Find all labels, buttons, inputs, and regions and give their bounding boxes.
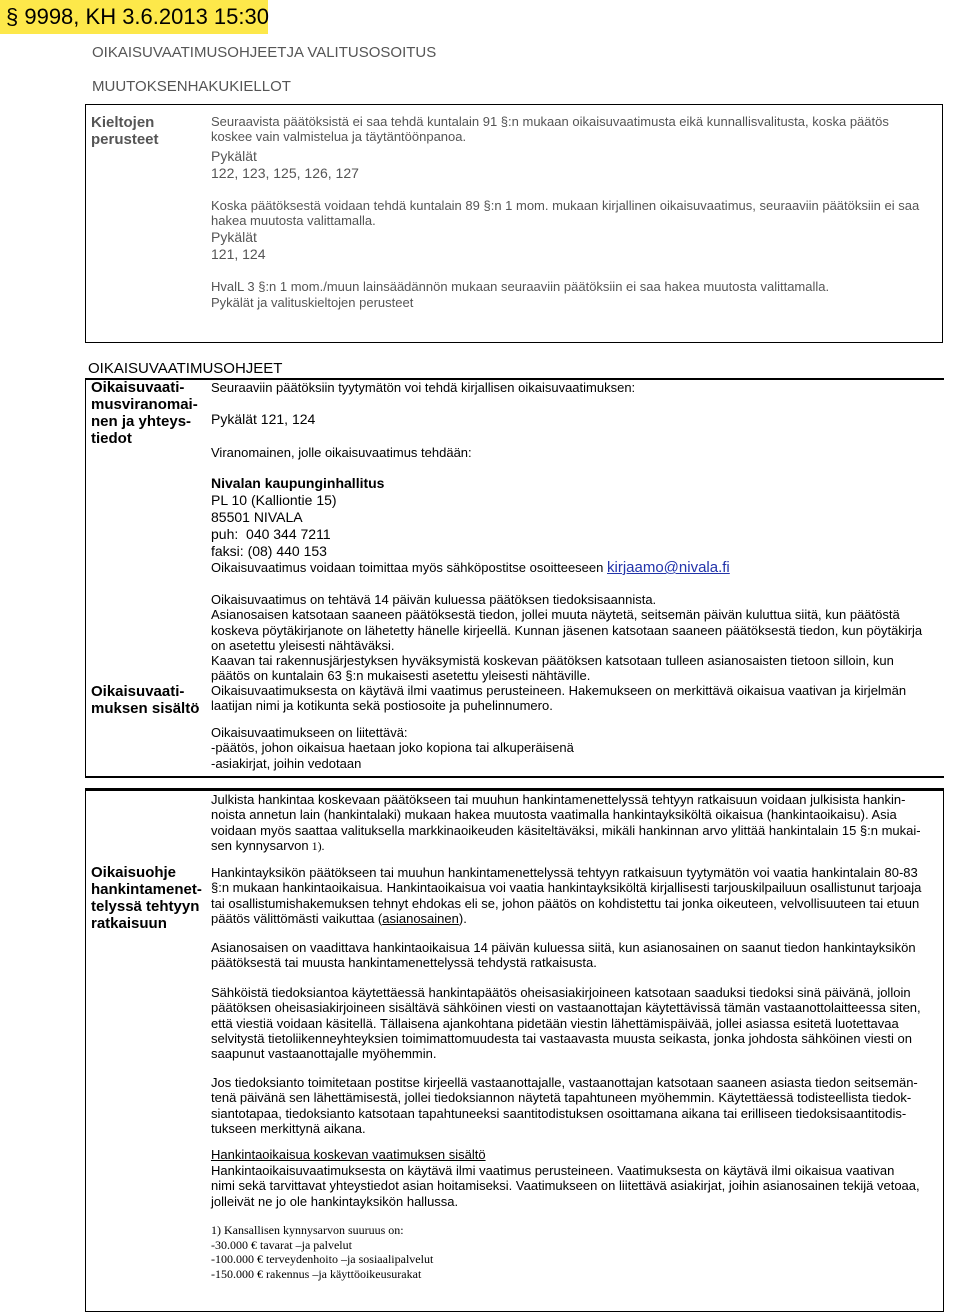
prohibitions-sections-label-1: Pykälät bbox=[211, 148, 257, 164]
authority-fax: faksi: (08) 440 153 bbox=[211, 543, 327, 559]
appeal-content: Oikaisuvaatimuksesta on käytävä ilmi vaatimus perusteineen. Hakemukseen on merkittävä oikaisua vaativan ja kirjelmän laatijan nimi ja kotikunta sekä postiosoite ja puhelinnumero. bbox=[211, 683, 907, 714]
procurement-paragraph-1 bbox=[211, 792, 941, 854]
prohibitions-sections-label-2: Pykälät bbox=[211, 229, 257, 245]
footnote-reference: 1). bbox=[308, 838, 325, 853]
prohibitions-paragraph-3: HvalL 3 §:n 1 mom./muun lainsäädännön mukaan seuraaviin päätöksiin ei saa hakea muutosta valittamalla. bbox=[211, 279, 830, 294]
appeal-sections: Pykälät 121, 124 bbox=[211, 411, 316, 427]
procurement-paragraph-2 bbox=[211, 865, 941, 926]
procurement-party-term: asianosainen bbox=[382, 910, 459, 926]
procurement-label: Oikaisuohje hankintamenet- telyssä tehtyyn ratkaisuun bbox=[91, 864, 202, 932]
procurement-paragraph-2-end: ). bbox=[458, 910, 467, 926]
procurement-paragraph-1-text: Julkista hankintaa koskevaan päätökseen tai muuhun hankintamenettelyssä tehtyyn ratkaisuun voidaan julkisista hankin- noista annetun lain (hankintalaki) mukaan hakea muutosta vaatimalla hankintayksiköltä oikaisua (hankintaoikaisu). Asia voidaan myös saattaa valituksella markkinaoikeuden käsiteltäväksi, mikäli hankinnan arvo ylittää hankintalain 15 §:n mukai- sen kynnysarvon bbox=[211, 792, 921, 853]
prohibitions-paragraph-1: Seuraavista päätöksistä ei saa tehdä kuntalain 91 §:n mukaan oikaisuvaatimusta eikä kunnallisvalitusta, koska päätös koskee vain valmistelua ja täytäntöönpanoa. bbox=[211, 114, 889, 145]
email-line bbox=[211, 560, 730, 575]
document-header: § 9998, KH 3.6.2013 15:30 bbox=[6, 4, 269, 29]
authority-intro: Viranomainen, jolle oikaisuvaatimus tehdään: bbox=[211, 445, 472, 460]
procurement-paragraph-5: Jos tiedoksianto toimitetaan postitse kirjeellä vastaanottajalle, vastaanottajan katsotaan saaneen asiasta tiedon seitsemän- tenä päivänä sen lähettämisestä, jollei tiedoksiannon näytetä tapahtuneen myöhemmin. Käytettäessä todisteellista tiedok- siantotapaa, tiedoksianto katsotaan tapahtuneeksi saantitodistuksen osoittamana aikana tai erilliseen tiedoksisaantitodis- tukseen merkittynä aikana. bbox=[211, 1075, 918, 1136]
prohibitions-label: Kieltojen perusteet bbox=[91, 114, 159, 148]
appeal-heading: OIKAISUVAATIMUSOHJEET bbox=[88, 360, 283, 377]
appeal-bottom-rule bbox=[85, 776, 944, 778]
procurement-paragraph-2-text: Hankintayksikön päätökseen tai muuhun hankintamenettelyssä tehtyyn ratkaisuun tyytymätön voi vaatia hankintalain 80-83 §:n mukaan hankintaoikaisua. Hankintaoikaisua voi vaatia hankintayksiköltä kirjallisesti tarjouskilpailuun osallistunut tarjoaja tai osallistumishakemuksen tehnyt ehdokas eli se, johon päätös on kohdistettu tai jonka oikeuteen, velvollisuuteen tai etuun päätös välittömästi vaikuttaa ( bbox=[211, 865, 922, 926]
email-intro: Oikaisuvaatimus voidaan toimittaa myös sähköpostitse osoitteeseen bbox=[211, 560, 604, 575]
appeal-intro: Seuraaviin päätöksiin tyytymätön voi tehdä kirjallisen oikaisuvaatimuksen: bbox=[211, 380, 636, 395]
appeal-left-rule bbox=[85, 378, 86, 777]
procurement-content-heading: Hankintaoikaisua koskevan vaatimuksen sisältö bbox=[211, 1147, 486, 1162]
appeal-deadline: Oikaisuvaatimus on tehtävä 14 päivän kuluessa päätöksen tiedoksisaannista. Asianosaisen katsotaan saaneen päätöksestä tiedon, jollei muuta näytetä, seitsemän päivän kuluttua siitä, kun päätöstä koskeva pöytäkirjanote on lähetetty hänelle kirjeellä. Kunnan jäsenen katsotaan saaneen päätöksestä tiedon, kun pöytäkirja on asetettu yleisesti nähtäväksi. Kaavan tai rakennusjärjestyksen hyväksymistä koskevan päätöksen katsotaan tulleen asianosaisten tietoon silloin, kun päätös on kuntalain 63 §:n mukaisesti asetettu yleisesti nähtäville. bbox=[211, 592, 923, 684]
prohibitions-sections-2: 121, 124 bbox=[211, 246, 266, 262]
appeal-authority-label: Oikaisuvaati- musviranomai- nen ja yhteys- tiedot bbox=[91, 379, 198, 447]
document-title: OIKAISUVAATIMUSOHJEETJA VALITUSOSOITUS bbox=[92, 44, 437, 61]
prohibitions-paragraph-2: Koska päätöksestä voidaan tehdä kuntalain 89 §:n 1 mom. mukaan kirjallinen oikaisuvaatimus, seuraaviin päätöksiin ei saa hakea muutosta valittamalla. bbox=[211, 198, 920, 229]
prohibitions-sections-1: 122, 123, 125, 126, 127 bbox=[211, 165, 359, 181]
procurement-footnote: 1) Kansallisen kynnysarvon suuruus on: -30.000 € tavarat –ja palvelut -100.000 € terveydenhoito –ja sosiaalipalvelut -150.000 € rakennus –ja käyttöoikeusurakat bbox=[211, 1223, 434, 1282]
authority-phone: puh: 040 344 7211 bbox=[211, 526, 331, 542]
authority-address: PL 10 (Kalliontie 15) bbox=[211, 492, 337, 508]
authority-name: Nivalan kaupunginhallitus bbox=[211, 475, 385, 491]
procurement-paragraph-4: Sähköistä tiedoksiantoa käytettäessä hankintapäätös oheisasiakirjoineen katsotaan saaduksi tiedoksi sinä päivänä, jolloin päätöksen oheisasiakirjoineen sisältävä sähköinen viesti on vastaanottajan käytettävissä tämän vastaanottolaitteessa siten, että viestiä voidaan käsitellä. Tällaisena ajankohtana pidetään viestin lähettämispäivää, jollei asiassa esitetä luotettavaa selvitystä tietoliikenneyhteyksien toimimattomuudesta tai vastaavasta muusta seikasta, jonka johdosta sähköinen viesti on saapunut vastaanottajalle myöhemmin. bbox=[211, 985, 921, 1062]
prohibitions-heading: MUUTOKSENHAKUKIELLOT bbox=[92, 78, 291, 95]
procurement-content: Hankintaoikaisuvaatimuksesta on käytävä ilmi vaatimus perusteineen. Vaatimuksesta on käytävä ilmi oikaisua vaativan nimi sekä tarvittavat yhteystiedot asian hoitamiseksi. Vaatimukseen on liitettävä asiakirjat, joihin asianosainen tekijä vetoaa, jolleivät ne jo ole hankintayksikön hallussa. bbox=[211, 1163, 920, 1209]
email-link[interactable]: kirjaamo@nivala.fi bbox=[607, 559, 730, 576]
procurement-paragraph-3: Asianosaisen on vaadittava hankintaoikaisua 14 päivän kuluessa siitä, kun asianosainen on saanut tiedon hankintayksikön päätöksestä tai muusta hankintamenettelyssä tehdystä ratkaisusta. bbox=[211, 940, 916, 971]
prohibitions-sections-3: Pykälät ja valituskieltojen perusteet bbox=[211, 295, 414, 310]
appeal-attachments: Oikaisuvaatimukseen on liitettävä: -päätös, johon oikaisua haetaan joko kopiona tai alkuperäisenä -asiakirjat, joihin vedotaan bbox=[211, 725, 574, 771]
authority-postal: 85501 NIVALA bbox=[211, 509, 303, 525]
appeal-content-label: Oikaisuvaati- muksen sisältö bbox=[91, 683, 200, 717]
